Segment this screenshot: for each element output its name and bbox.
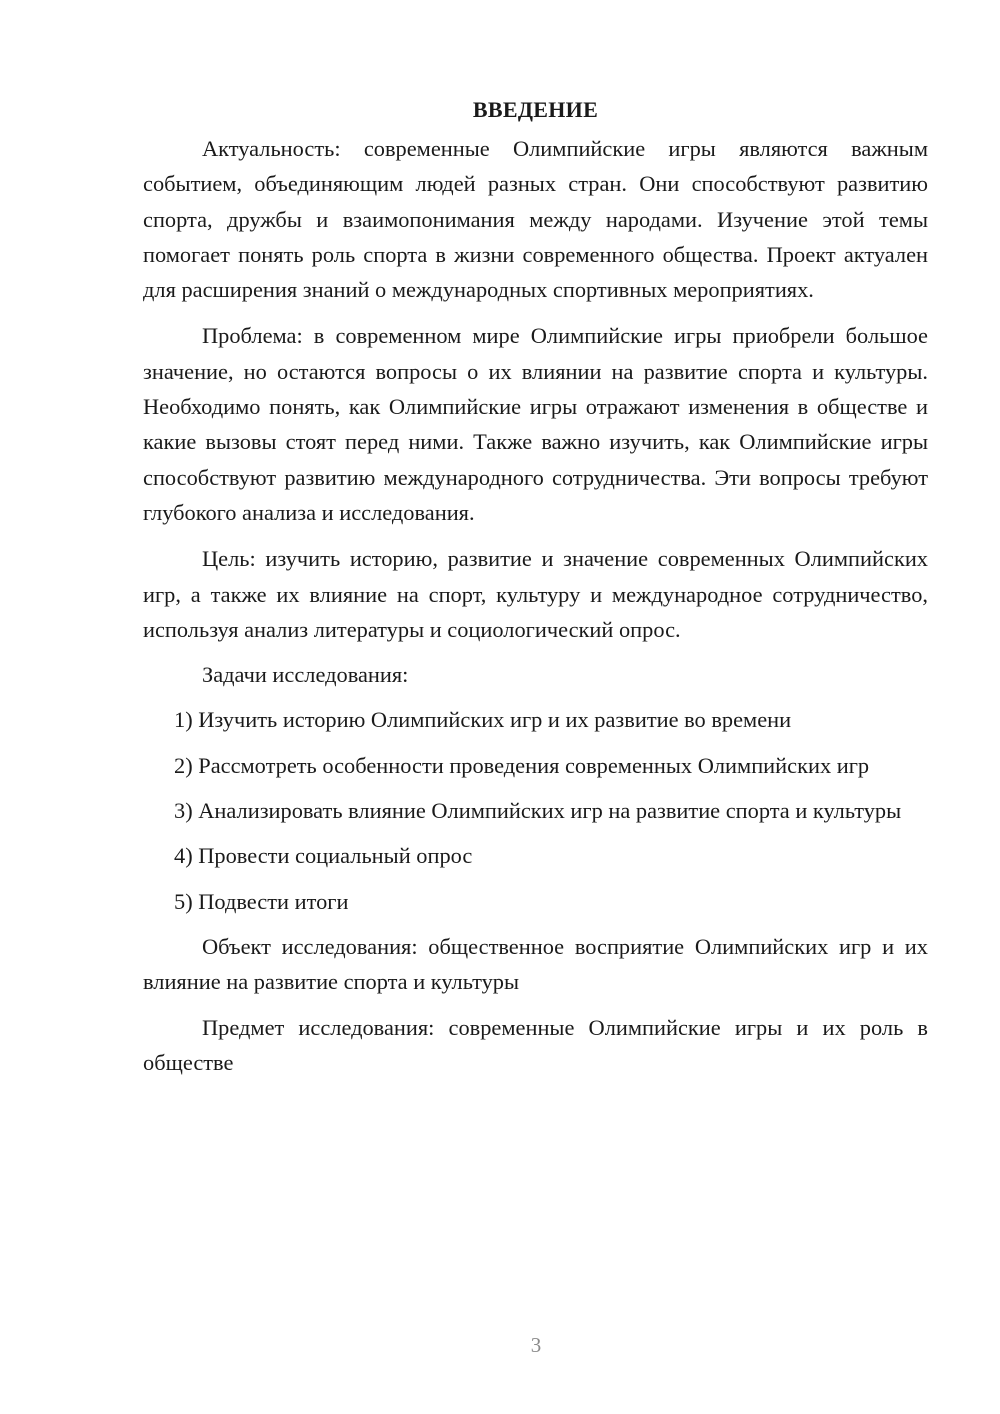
task-item: 4) Провести социальный опрос xyxy=(174,843,473,869)
tasks-list xyxy=(143,702,928,918)
task-item: 3) Анализировать влияние Олимпийских игр на развитие спорта и культуры xyxy=(174,798,902,824)
task-item: 5) Подвести итоги xyxy=(174,888,349,914)
paragraph-relevance: Актуальность: современные Олимпийские игры являются важным событием, объединяющим людей разных стран. Они способствуют развитию спорта, дружбы и взаимопонимания между народами. Изучение этой темы помогает понять роль спорта в жизни современного общества. Проект актуален для расширения знаний о международных спортивных мероприятиях. xyxy=(143,136,928,303)
paragraph-problem: Проблема: в современном мире Олимпийские игры приобрели большое значение, но остаются вопросы о их влиянии на развитие спорта и культуры. Необходимо понять, как Олимпийские игры отражают изменения в обществе и какие вызовы стоят перед ними. Также важно изучить, как Олимпийские игры способствуют развитию международного сотрудничества. Эти вопросы требуют глубокого анализа и исследования. xyxy=(143,323,928,525)
paragraph-object: Объект исследования: общественное восприятие Олимпийских игр и их влияние на развитие спорта и культуры xyxy=(143,933,928,995)
section-heading: ВВЕДЕНИЕ xyxy=(472,97,599,122)
task-item: 1) Изучить историю Олимпийских игр и их развитие во времени xyxy=(174,707,792,733)
paragraph-subject: Предмет исследования: современные Олимпийские игры и их роль в обществе xyxy=(143,1014,928,1075)
document-page xyxy=(143,92,928,1080)
page-number: 3 xyxy=(530,1333,542,1357)
tasks-label: Задачи исследования: xyxy=(202,662,409,688)
task-item: 2) Рассмотреть особенности проведения современных Олимпийских игр xyxy=(174,752,870,778)
paragraph-goal: Цель: изучить историю, развитие и значение современных Олимпийских игр, а также их влияние на спорт, культуру и международное сотрудничество, используя анализ литературы и социологический опрос. xyxy=(143,546,928,642)
